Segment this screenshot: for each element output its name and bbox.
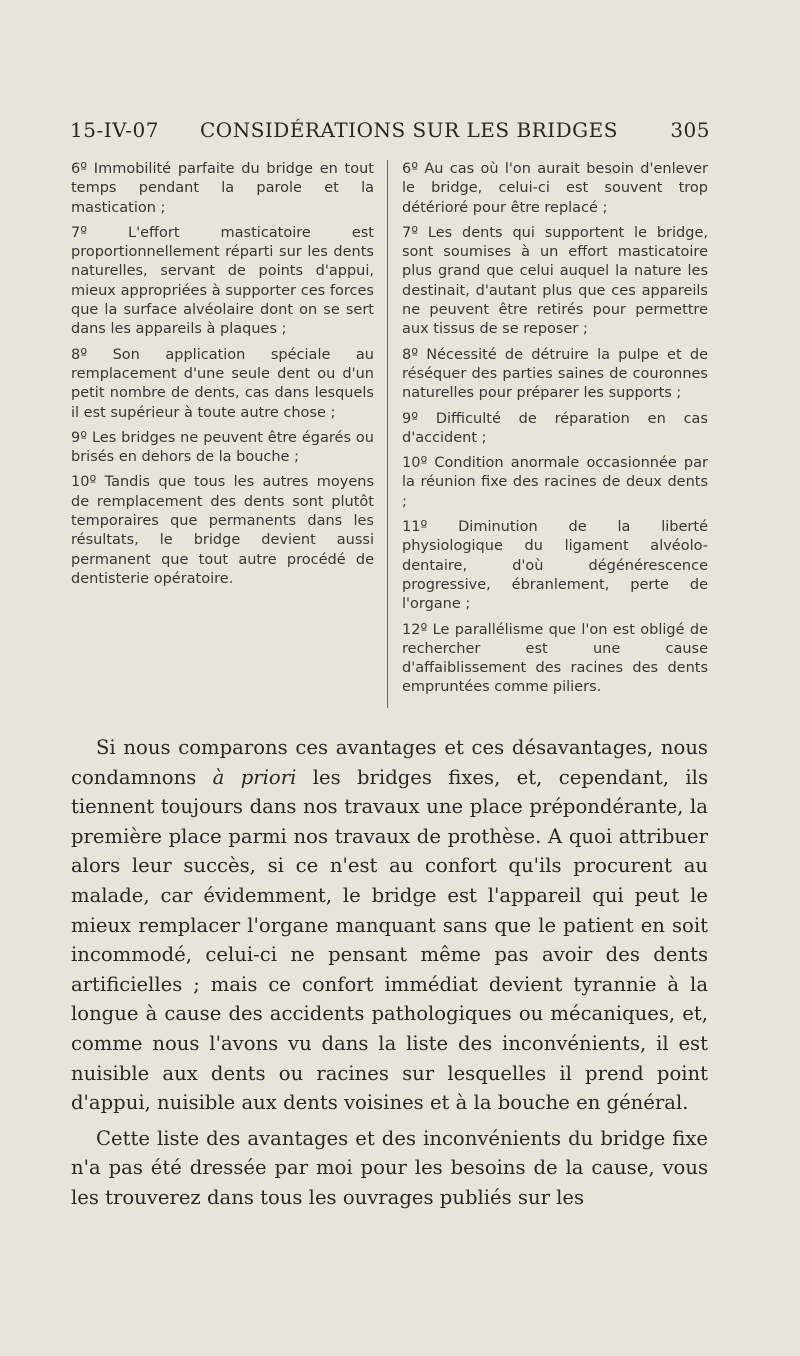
disadvantage-item-8: 8º Nécessité de détruire la pulpe et de réséquer des parties saines de couronnes naturelles pour préparer les supports ;	[402, 346, 708, 402]
disadvantage-item-9: 9º Difficulté de réparation en cas d'accident ;	[402, 410, 708, 446]
page-number: 305	[670, 118, 710, 142]
body-paragraph-2: Cette liste des avantages et des inconvénients du bridge fixe n'a pas été dressée par moi pour les besoins de la cause, vous les trouverez dans tous les ouvrages publiés sur les	[71, 1126, 708, 1209]
body-p1-before: Si nous comparons ces avantages et ces désavantages, nous condamnons	[71, 736, 708, 789]
main-body-text	[71, 733, 708, 1213]
advantage-item-8: 8º Son application spéciale au remplacement d'une seule dent ou d'un petit nombre de dents, cas dans lesquels il est supérieur à toute autre chose ;	[71, 346, 374, 421]
advantage-item-10: 10º Tandis que tous les autres moyens de remplacement des dents sont plutôt temporaires que permanents dans les résultats, le bridge devient aussi permanent que tout autre procédé de dentisterie opératoire.	[71, 474, 374, 587]
disadvantage-item-6: 6º Au cas où l'on aurait besoin d'enlever le bridge, celui-ci est souvent trop détérioré pour être replacé ;	[402, 161, 708, 216]
disadvantage-item-10: 10º Condition anormale occasionnée par la réunion fixe des racines de deux dents ;	[402, 455, 708, 510]
advantage-item-6: 6º Immobilité parfaite du bridge en tout temps pendant la parole et la mastication ;	[71, 161, 374, 216]
disadvantages-column	[402, 160, 708, 704]
disadvantage-item-7: 7º Les dents qui supportent le bridge, sont soumises à un effort masticatoire plus grand que celui auquel la nature les destinait, d'autant plus que ces appareils ne peuvent être retirés pour permettre aux tissus de se reposer ;	[402, 224, 708, 338]
advantage-item-7: 7º L'effort masticatoire est proportionnellement réparti sur les dents naturelles, servant de points d'appui, mieux appropriées à supporter ces forces que la surface alvéolaire dont on se sert dans les appareils à plaques ;	[71, 224, 374, 338]
column-divider	[387, 160, 388, 708]
advantages-column	[71, 160, 374, 595]
disadvantage-item-11: 11º Diminution de la liberté physiologique du ligament alvéolo-dentaire, d'où dégénérescence progressive, ébranlement, perte de l'organe ;	[402, 519, 708, 613]
body-p1-italic: à priori	[212, 765, 297, 789]
disadvantage-item-12: 12º Le parallélisme que l'on est obligé de rechercher est une cause d'affaiblissement des racines des dents empruntées comme piliers.	[402, 621, 708, 696]
advantage-item-9: 9º Les bridges ne peuvent être égarés ou brisés en dehors de la bouche ;	[71, 429, 374, 466]
header-date: 15-IV-07	[70, 118, 159, 142]
body-p1-after: les bridges fixes, et, cependant, ils tiennent toujours dans nos travaux une place prépondérante, la première place parmi nos travaux de prothèse. A quoi attribuer alors leur succès, si ce n'est au confort qu'ils procurent au malade, car évidemment, le bridge est l'appareil qui peut le mieux remplacer l'organe manquant sans que le patient en soit incommodé, celui-ci ne pensant même pas avoir des dents artificielles ; mais ce confort immédiat devient tyrannie à la longue à cause des accidents pathologiques ou mécaniques, et, comme nous l'avons vu dans la liste des inconvénients, il est nuisible aux dents ou racines sur lesquelles il prend point d'appui, nuisible aux dents voisines et à la bouche en général.	[71, 765, 709, 1115]
body-paragraph-1	[71, 733, 708, 1118]
header-title: CONSIDÉRATIONS SUR LES BRIDGES	[200, 118, 618, 142]
